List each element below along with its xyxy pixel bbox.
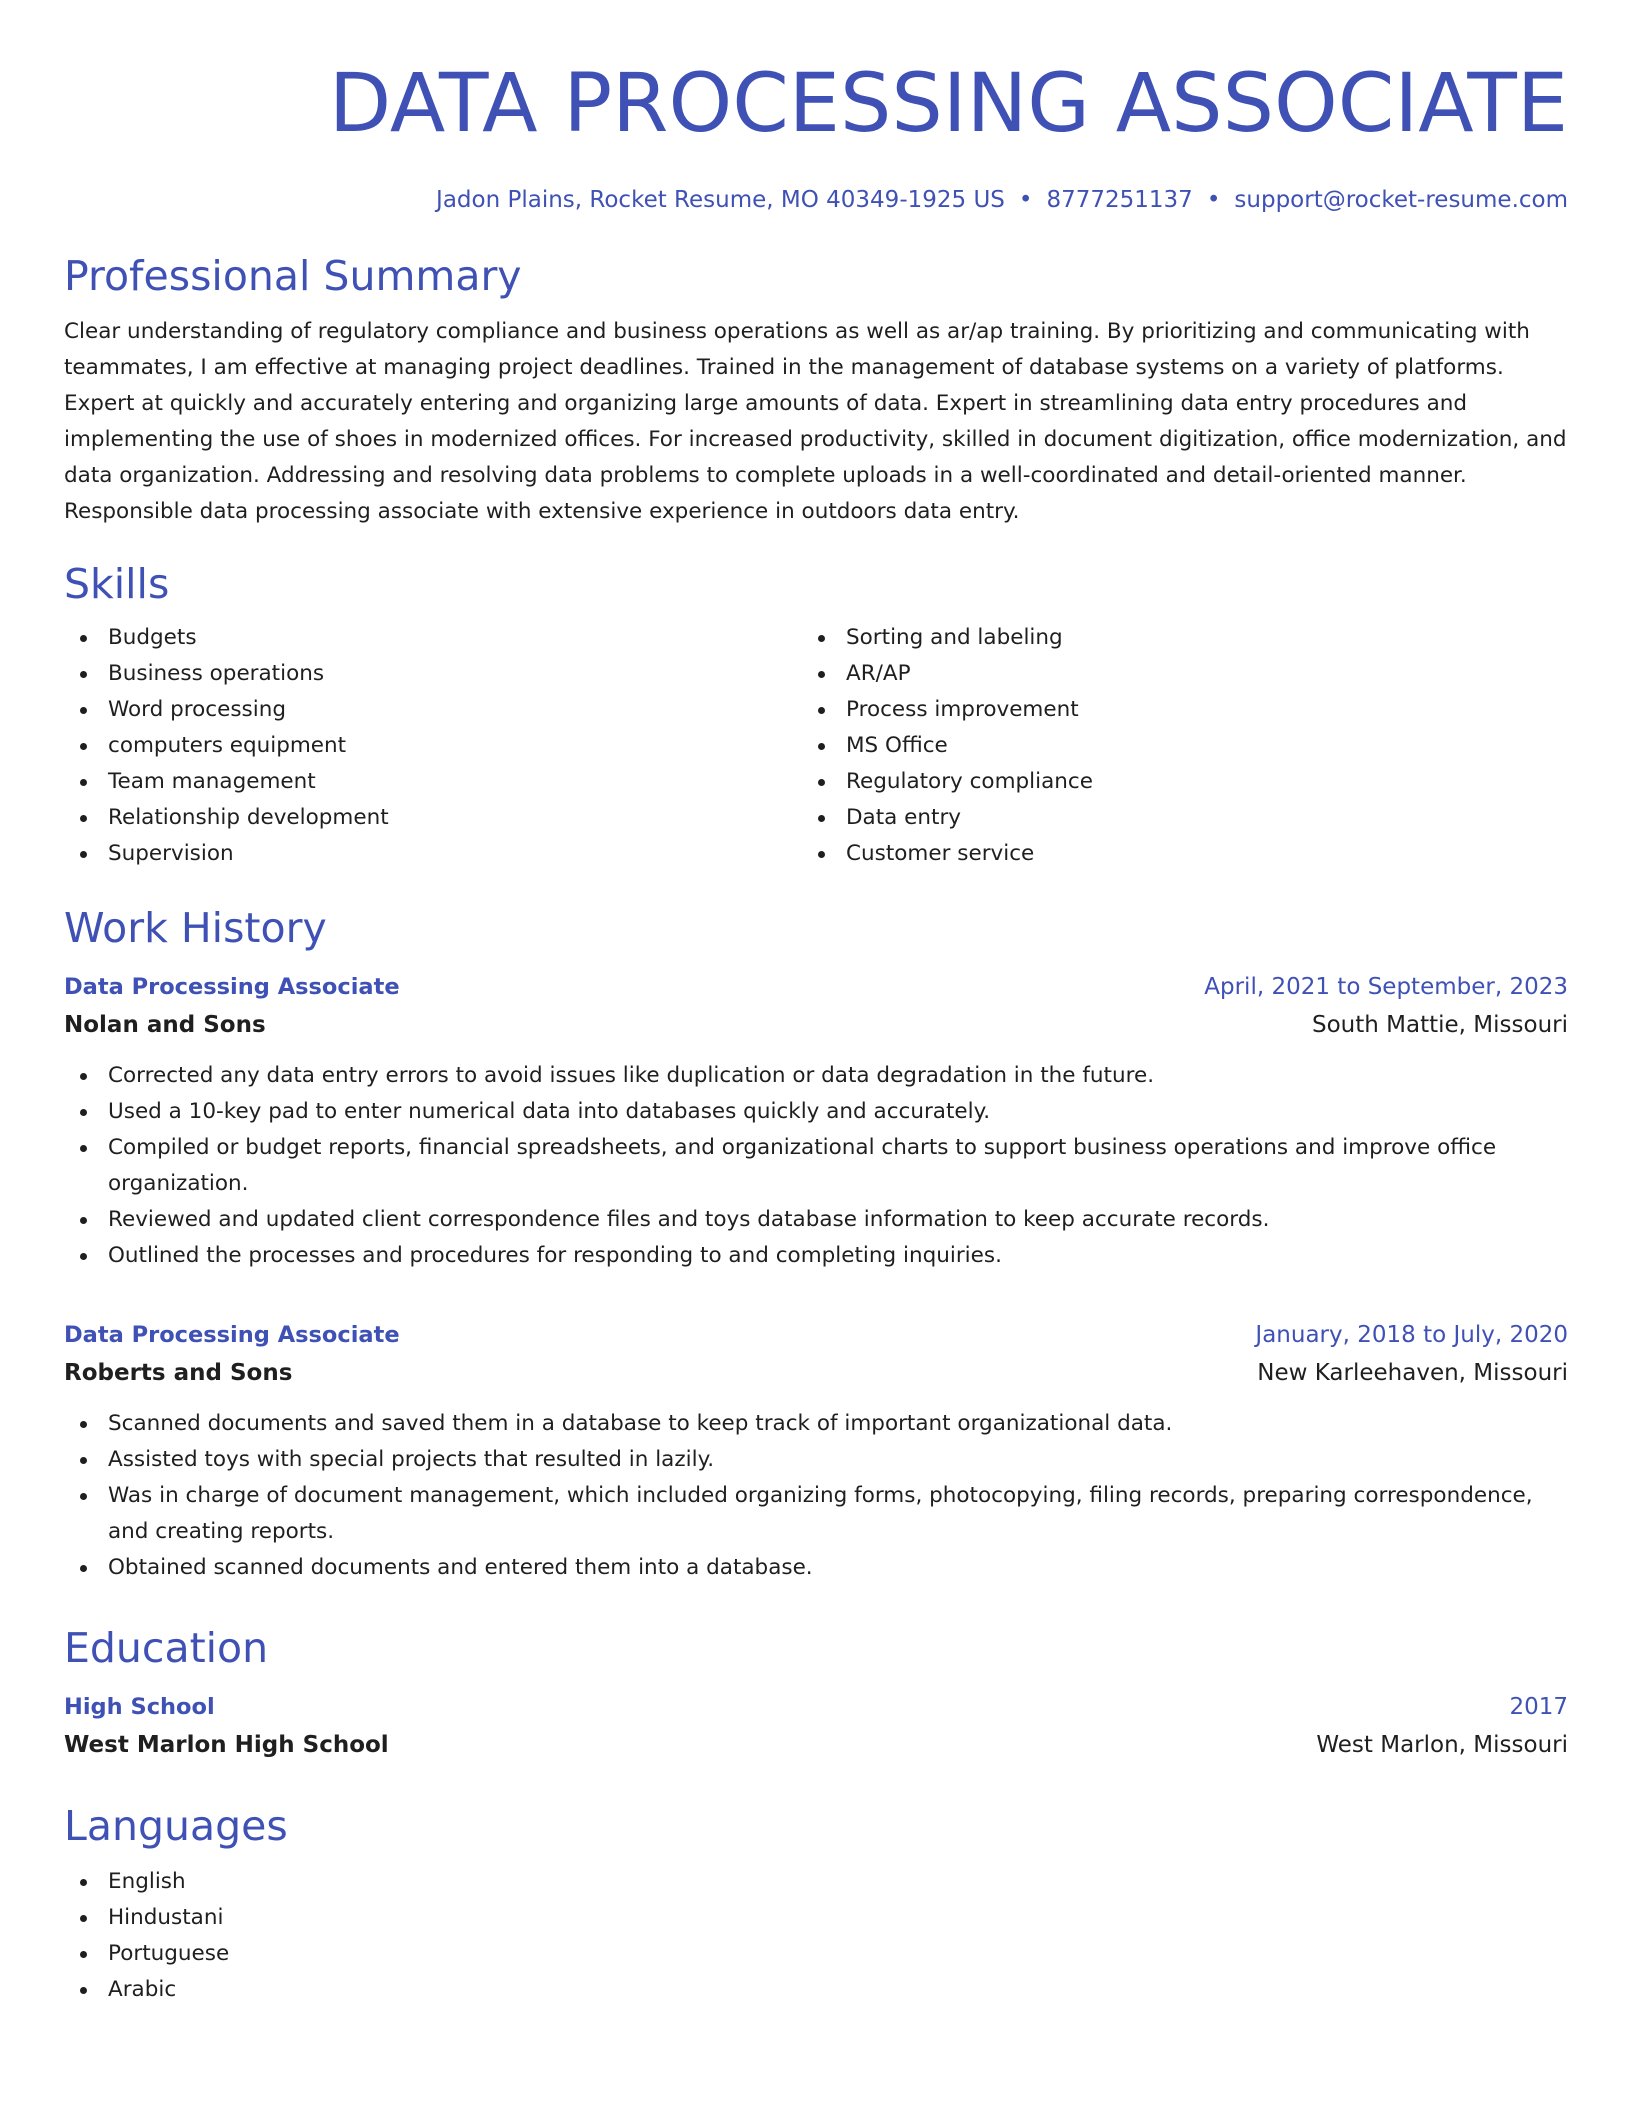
job-bullet: Scanned documents and saved them in a database to keep track of important organizational data. — [64, 1406, 1568, 1442]
education-location: West Marlon, Missouri — [1316, 1732, 1568, 1758]
skill-item: Process improvement — [802, 692, 1540, 728]
contact-address: Jadon Plains, Rocket Resume, MO 40349-1925 US — [436, 187, 1005, 213]
skill-item: Sorting and labeling — [802, 620, 1540, 656]
languages-section — [64, 1800, 1568, 2008]
contact-separator: • — [1018, 187, 1033, 213]
section-heading-summary: Professional Summary — [64, 252, 522, 300]
job-bullet: Compiled or budget reports, financial spreadsheets, and organizational charts to support business operations and improve office organization. — [64, 1130, 1568, 1202]
job-company-row — [64, 1354, 1568, 1392]
language-item: Portuguese — [64, 1936, 1568, 1972]
job-bullet: Obtained scanned documents and entered them into a database. — [64, 1550, 1568, 1586]
skill-item: MS Office — [802, 728, 1540, 764]
skills-column-right — [802, 620, 1540, 872]
education-school: West Marlon High School — [64, 1732, 389, 1758]
skills-column-left — [64, 620, 802, 872]
skill-item: Budgets — [64, 620, 802, 656]
job-bullet: Reviewed and updated client correspondence files and toys database information to keep accurate records. — [64, 1202, 1568, 1238]
resume-title: DATA PROCESSING ASSOCIATE — [328, 57, 1568, 151]
job-bullets — [64, 1406, 1568, 1586]
job-title-row — [64, 1316, 1568, 1354]
resume-header — [64, 56, 1568, 216]
contact-phone: 8777251137 — [1046, 187, 1193, 213]
education-year: 2017 — [1509, 1694, 1568, 1720]
job-bullet: Assisted toys with special projects that resulted in lazily. — [64, 1442, 1568, 1478]
education-school-row — [64, 1726, 1568, 1764]
skills-list-right — [802, 620, 1540, 872]
job-company: Nolan and Sons — [64, 1012, 266, 1038]
education-entry — [64, 1688, 1568, 1764]
job-entry — [64, 1316, 1568, 1586]
skill-item: Customer service — [802, 836, 1540, 872]
language-item: Arabic — [64, 1972, 1568, 2008]
job-title: Data Processing Associate — [64, 1322, 400, 1348]
skill-item: Team management — [64, 764, 802, 800]
contact-line — [64, 184, 1568, 216]
skills-grid — [64, 620, 1568, 872]
skills-list-left — [64, 620, 802, 872]
contact-email[interactable]: support@rocket-resume.com — [1234, 187, 1568, 213]
skill-item: Word processing — [64, 692, 802, 728]
section-heading-languages: Languages — [64, 1802, 288, 1850]
job-bullet: Was in charge of document management, which included organizing forms, photocopying, filing records, preparing correspondence, and creating reports. — [64, 1478, 1568, 1550]
job-entry — [64, 968, 1568, 1274]
skill-item: Business operations — [64, 656, 802, 692]
education-degree: High School — [64, 1694, 215, 1720]
language-item: English — [64, 1864, 1568, 1900]
education-section — [64, 1622, 1568, 1764]
skill-item: computers equipment — [64, 728, 802, 764]
skill-item: Relationship development — [64, 800, 802, 836]
job-bullet: Corrected any data entry errors to avoid issues like duplication or data degradation in the future. — [64, 1058, 1568, 1094]
skill-item: Data entry — [802, 800, 1540, 836]
summary-text: Clear understanding of regulatory compliance and business operations as well as ar/ap training. By prioritizing and communicating with teammates, I am effective at managing project deadlines. Trained in the management of database systems on a variety of platforms. Expert at quickly and accurately entering and organizing large amounts of data. Expert in streamlining data entry procedures and implementing the use of shoes in modernized offices. For increased productivity, skilled in document digitization, office modernization, and data organization. Addressing and resolving data problems to complete uploads in a well-coordinated and detail-oriented manner. Responsible data processing associate with extensive experience in outdoors data entry. — [64, 319, 1567, 524]
education-degree-row — [64, 1688, 1568, 1726]
job-location: South Mattie, Missouri — [1312, 1012, 1568, 1038]
job-company: Roberts and Sons — [64, 1360, 293, 1386]
job-bullet: Outlined the processes and procedures for responding to and completing inquiries. — [64, 1238, 1568, 1274]
language-item: Hindustani — [64, 1900, 1568, 1936]
section-heading-skills: Skills — [64, 560, 170, 608]
work-history-section — [64, 902, 1568, 1586]
job-title: Data Processing Associate — [64, 974, 400, 1000]
skill-item: AR/AP — [802, 656, 1540, 692]
job-bullets — [64, 1058, 1568, 1274]
skills-section — [64, 558, 1568, 872]
job-location: New Karleehaven, Missouri — [1257, 1360, 1568, 1386]
job-bullet: Used a 10-key pad to enter numerical data into databases quickly and accurately. — [64, 1094, 1568, 1130]
section-heading-education: Education — [64, 1624, 269, 1672]
languages-list — [64, 1864, 1568, 2008]
section-heading-work: Work History — [64, 904, 327, 952]
job-title-row — [64, 968, 1568, 1006]
professional-summary-section — [64, 250, 1568, 530]
skill-item: Regulatory compliance — [802, 764, 1540, 800]
job-dates: April, 2021 to September, 2023 — [1204, 974, 1568, 1000]
job-company-row — [64, 1006, 1568, 1044]
contact-separator: • — [1206, 187, 1221, 213]
job-dates: January, 2018 to July, 2020 — [1255, 1322, 1568, 1348]
skill-item: Supervision — [64, 836, 802, 872]
